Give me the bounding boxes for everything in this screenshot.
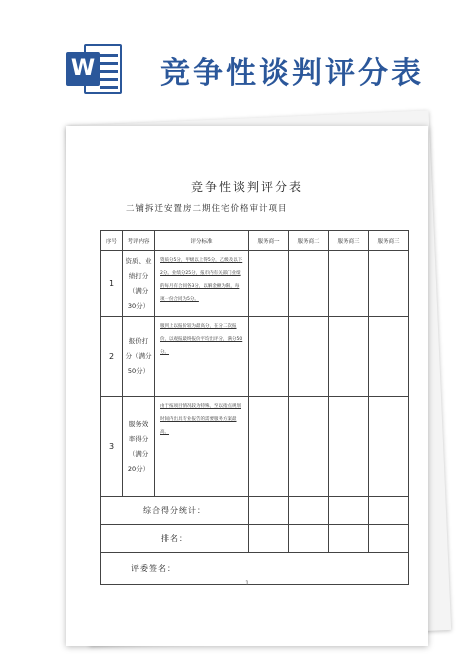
score-cell[interactable] — [369, 251, 409, 317]
score-cell[interactable] — [369, 317, 409, 397]
score-cell[interactable] — [369, 397, 409, 497]
header-cell: 服务商三 — [329, 231, 369, 251]
criterion-cell — [123, 317, 155, 397]
standard-cell — [155, 397, 249, 497]
criterion-line: 分（满分 — [125, 352, 152, 360]
word-letter-tile: W — [66, 52, 100, 86]
score-cell[interactable] — [289, 317, 329, 397]
criterion-line: 30分） — [127, 301, 150, 310]
criterion-line: （满分 — [128, 449, 149, 458]
score-cell[interactable] — [249, 525, 289, 553]
header-cell: 服务商二 — [289, 231, 329, 251]
criterion-line: 20分） — [127, 464, 150, 473]
header-cell: 服务商三 — [369, 231, 409, 251]
score-cell[interactable] — [329, 525, 369, 553]
ranking-label: 排名： — [101, 525, 249, 553]
table-row — [101, 251, 409, 317]
table-row — [101, 317, 409, 397]
score-cell[interactable] — [329, 497, 369, 525]
standard-cell — [155, 317, 249, 397]
judge-signature-label: 评委签名： — [101, 553, 409, 585]
score-cell[interactable] — [249, 251, 289, 317]
score-cell[interactable] — [329, 317, 369, 397]
table-row — [101, 397, 409, 497]
score-cell[interactable] — [289, 497, 329, 525]
word-icon — [66, 44, 122, 94]
criterion-line: 绩打分 — [128, 271, 149, 280]
score-cell[interactable] — [289, 251, 329, 317]
score-table — [100, 230, 409, 585]
criterion-cell — [123, 251, 155, 317]
score-cell[interactable] — [249, 317, 289, 397]
header-cell: 评分标准 — [155, 231, 249, 251]
summary-row — [101, 497, 409, 525]
standard-text: 资质分5分，甲级以上得5分，乙级及以下2分。业绩分25分，报市内有关部门业绩的每月有合同各3分，以解金额为限，每项一份合同为5分。 — [160, 258, 243, 302]
header-cell: 序号 — [101, 231, 123, 251]
criterion-line: 资质、业 — [125, 256, 152, 265]
criterion-line: 服务效 — [128, 419, 149, 428]
header-cell: 服务商一 — [249, 231, 289, 251]
summary-label: 综合得分统计： — [101, 497, 249, 525]
criterion-line: 报价打 — [128, 337, 149, 345]
header-cell: 考评内容 — [123, 231, 155, 251]
document-title: 竞争性谈判评分表 — [190, 180, 303, 194]
criterion-cell — [123, 397, 155, 497]
score-cell[interactable] — [289, 525, 329, 553]
score-cell[interactable] — [369, 525, 409, 553]
header-banner — [0, 0, 474, 110]
standard-text: 服到上以报价较为最高分，在分二次报价，以观报最终报价平均出评分，满分50分。 — [160, 324, 243, 355]
score-cell[interactable] — [329, 397, 369, 497]
score-cell[interactable] — [249, 497, 289, 525]
row-number: 1 — [101, 251, 123, 317]
document-page — [66, 126, 428, 646]
table-header-row — [101, 231, 409, 251]
score-cell[interactable] — [369, 497, 409, 525]
criterion-line: 率得分 — [128, 434, 149, 443]
ranking-row — [101, 525, 409, 553]
criterion-line: 50分） — [127, 367, 150, 375]
document-subtitle: 二铺拆迁安置房二期住宅价格审计项目 — [126, 204, 288, 214]
standard-text: 由于按项目情况较为特殊，至以指点规划时间内出具专业报告的需要服务方案最高。 — [160, 404, 241, 435]
row-number: 3 — [101, 397, 123, 497]
criterion-line: （满分 — [128, 286, 149, 295]
standard-cell — [155, 251, 249, 317]
page-number: 1 — [245, 580, 249, 587]
score-cell[interactable] — [249, 397, 289, 497]
row-number: 2 — [101, 317, 123, 397]
score-cell[interactable] — [289, 397, 329, 497]
banner-title: 竞争性谈判评分表 — [160, 56, 424, 91]
score-cell[interactable] — [329, 251, 369, 317]
